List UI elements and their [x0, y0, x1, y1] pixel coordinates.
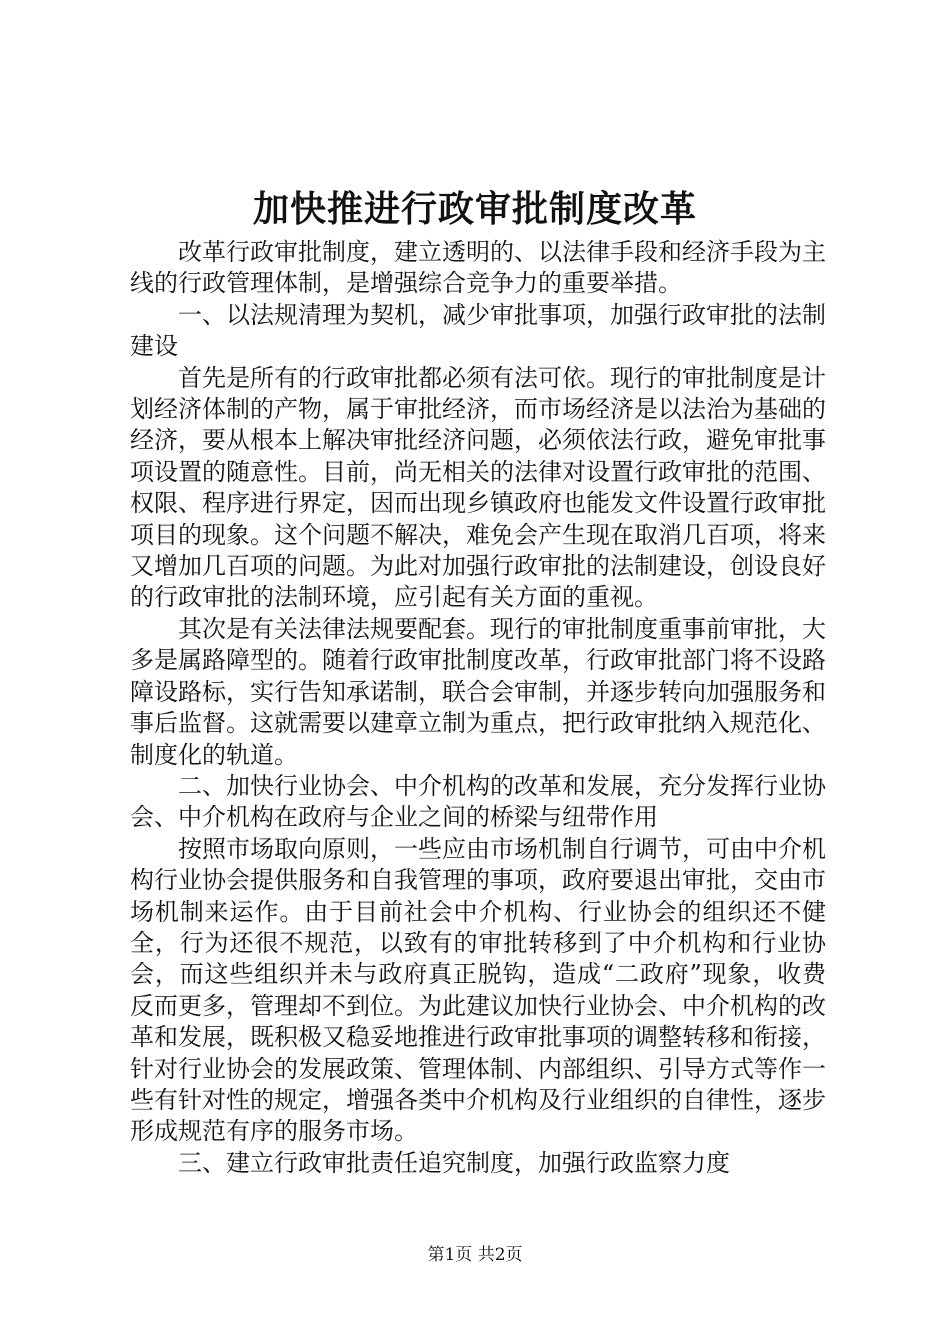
- paragraph-legal-basis: 首先是所有的行政审批都必须有法可依。现行的审批制度是计划经济体制的产物，属于审批经济，而市场经济是以法治为基础的经济，要从根本上解决审批经济问题，必须依法行政，避免审批事项设置的随意性。目前，尚无相关的法律对设置行政审批的范围、权限、程序进行界定，因而出现乡镇政府也能发文件设置行政审批项目的现象。这个问题不解决，难免会产生现在取消几百项，将来又增加几百项的问题。为此对加强行政审批的法制建设，创设良好的行政审批的法制环境，应引起有关方面的重视。: [130, 363, 826, 612]
- section-heading-1: 一、以法规清理为契机，减少审批事项，加强行政审批的法制建设: [130, 300, 826, 361]
- section-heading-3: 三、建立行政审批责任追究制度，加强行政监察力度: [178, 1148, 730, 1177]
- paragraph-market-orientation: 按照市场取向原则，一些应由市场机制自行调节，可由中介机构行业协会提供服务和自我管理的事项，政府要退出审批，交由市场机制来运作。由于目前社会中介机构、行业协会的组织还不健全，行为还很不规范，以致有的审批转移到了中介机构和行业协会，而这些组织并未与政府真正脱钩，造成“二政府”现象，收费反而更多，管理却不到位。为此建议加快行业协会、中介机构的改革和发展，既积极又稳妥地推进行政审批事项的调整转移和衔接，针对行业协会的发展政策、管理体制、内部组织、引导方式等作一些有针对性的规定，增强各类中介机构及行业组织的自律性，逐步形成规范有序的服务市场。: [130, 834, 826, 1146]
- section-heading-2: 二、加快行业协会、中介机构的改革和发展，充分发挥行业协会、中介机构在政府与企业之间的桥梁与纽带作用: [130, 771, 826, 832]
- page-number-footer: 第1页 共2页: [427, 1245, 523, 1265]
- document-body: [130, 237, 826, 1179]
- paragraph-supporting-laws: 其次是有关法律法规要配套。现行的审批制度重事前审批，大多是属路障型的。随着行政审批制度改革，行政审批部门将不设路障设路标，实行告知承诺制，联合会审制，并逐步转向加强服务和事后监督。这就需要以建章立制为重点，把行政审批纳入规范化、制度化的轨道。: [130, 614, 826, 769]
- paragraph-intro: 改革行政审批制度，建立透明的、以法律手段和经济手段为主线的行政管理体制，是增强综合竞争力的重要举措。: [130, 238, 826, 298]
- document-title: 加快推进行政审批制度改革: [252, 188, 697, 230]
